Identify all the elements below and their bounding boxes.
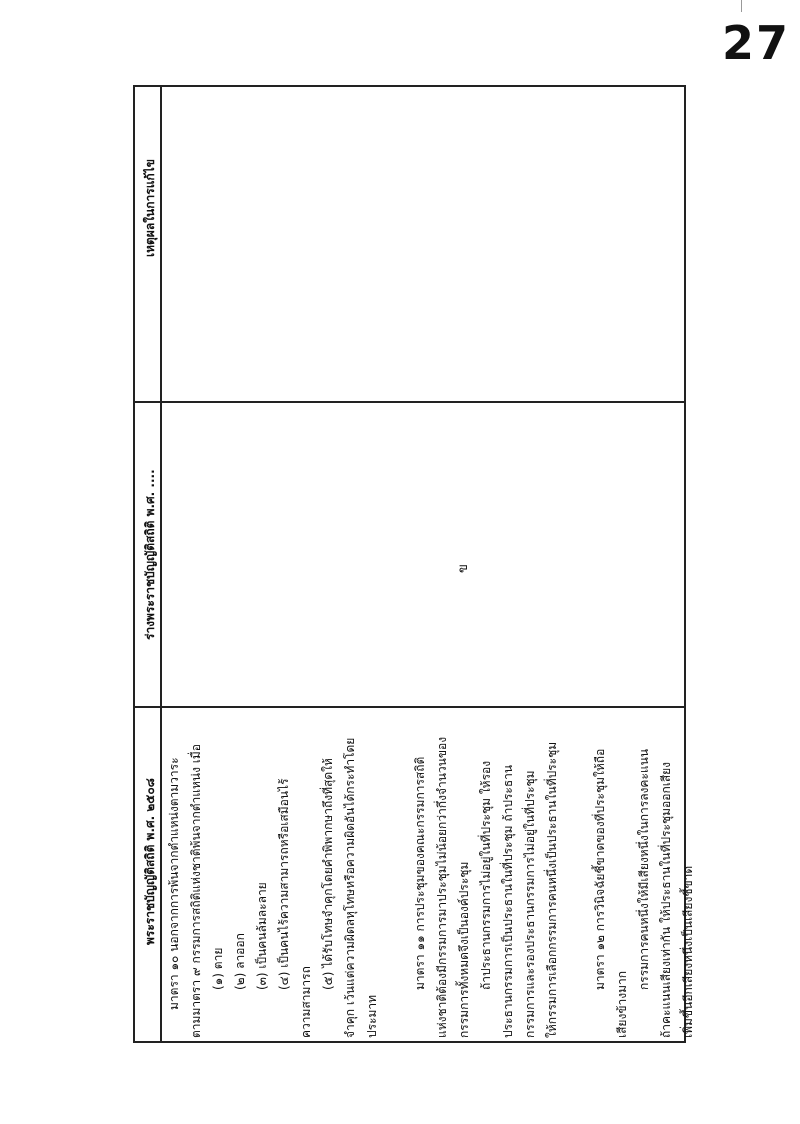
text-line: ถ้าคะแนนเสียงเท่ากัน ให้ประธานในที่ประชุมออกเสียง — [659, 761, 673, 1038]
text-line: (๑) ตาย — [211, 947, 225, 990]
text-line: มาตรา ๑๐ นอกจากการพ้นจากตำแหน่งตามวาระ — [167, 757, 181, 1010]
header-draft-act: ร่างพระราชบัญญัติสถิติ พ.ศ. .... — [143, 469, 157, 640]
text-line: เสียงข้างมาก — [615, 970, 629, 1038]
header-row-divider — [160, 85, 162, 1043]
text-line: มาตรา ๑๒ การวินิจฉัยชี้ขาดของที่ประชุมให้ถือ — [593, 748, 607, 990]
page-number: ข — [456, 564, 471, 573]
text-line: ความสามารถ — [299, 966, 313, 1038]
text-line: กรรมการและรองประธานกรรมการไม่อยู่ในที่ประชุม — [523, 770, 537, 1038]
header-reason: เหตุผลในการแก้ไข — [143, 159, 157, 257]
text-line: ตามมาตรา ๙ กรรมการสถิติแห่งชาติพ้นจากตำแหน่ง เมื่อ — [189, 744, 203, 1038]
text-line: (๕) ได้รับโทษจำคุกโดยคำพิพากษาถึงที่สุดให้ — [321, 758, 335, 990]
text-line: จำคุก เว้นแต่ความผิดลหุโทษหรือความผิดอันได้กระทำโดย — [343, 737, 357, 1038]
text-line: เพิ่มขึ้นอีกเสียงหนึ่งเป็นเสียงชี้ขาด — [681, 865, 695, 1038]
handwritten-page-number: 27 — [722, 16, 791, 70]
text-line: (๔) เป็นคนไร้ความสามารถหรือเสมือนไร้ — [277, 778, 291, 990]
text-line: กรรมการคนหนึ่งให้มีเสียงหนึ่งในการลงคะแนน — [637, 748, 651, 990]
column-divider-1 — [133, 401, 686, 403]
text-line: (๓) เป็นคนล้มละลาย — [255, 882, 269, 990]
text-line: ให้กรรมการเลือกกรรมการคนหนึ่งเป็นประธานในที่ประชุม — [545, 741, 559, 1038]
current-act-text — [166, 708, 695, 1038]
text-line: (๒) ลาออก — [233, 933, 247, 990]
text-line: ประมาท — [365, 994, 379, 1038]
text-line: ถ้าประธานกรรมการไม่อยู่ในที่ประชุม ให้รอง — [479, 760, 493, 990]
text-line: ประธานกรรมการเป็นประธานในที่ประชุม ถ้าประธาน — [501, 764, 515, 1038]
header-current-act: พระราชบัญญัติสถิติ พ.ศ. ๒๕๐๘ — [143, 778, 157, 945]
scan-artifact-line — [741, 0, 742, 12]
text-line: มาตรา ๑๑ การประชุมของคณะกรรมการสถิติ — [413, 756, 427, 990]
text-line: กรรมการทั้งหมดจึงเป็นองค์ประชุม — [457, 861, 471, 1038]
text-line: แห่งชาติต้องมีกรรมการมาประชุมไม่น้อยกว่ากึ่งจำนวนของ — [435, 736, 449, 1038]
